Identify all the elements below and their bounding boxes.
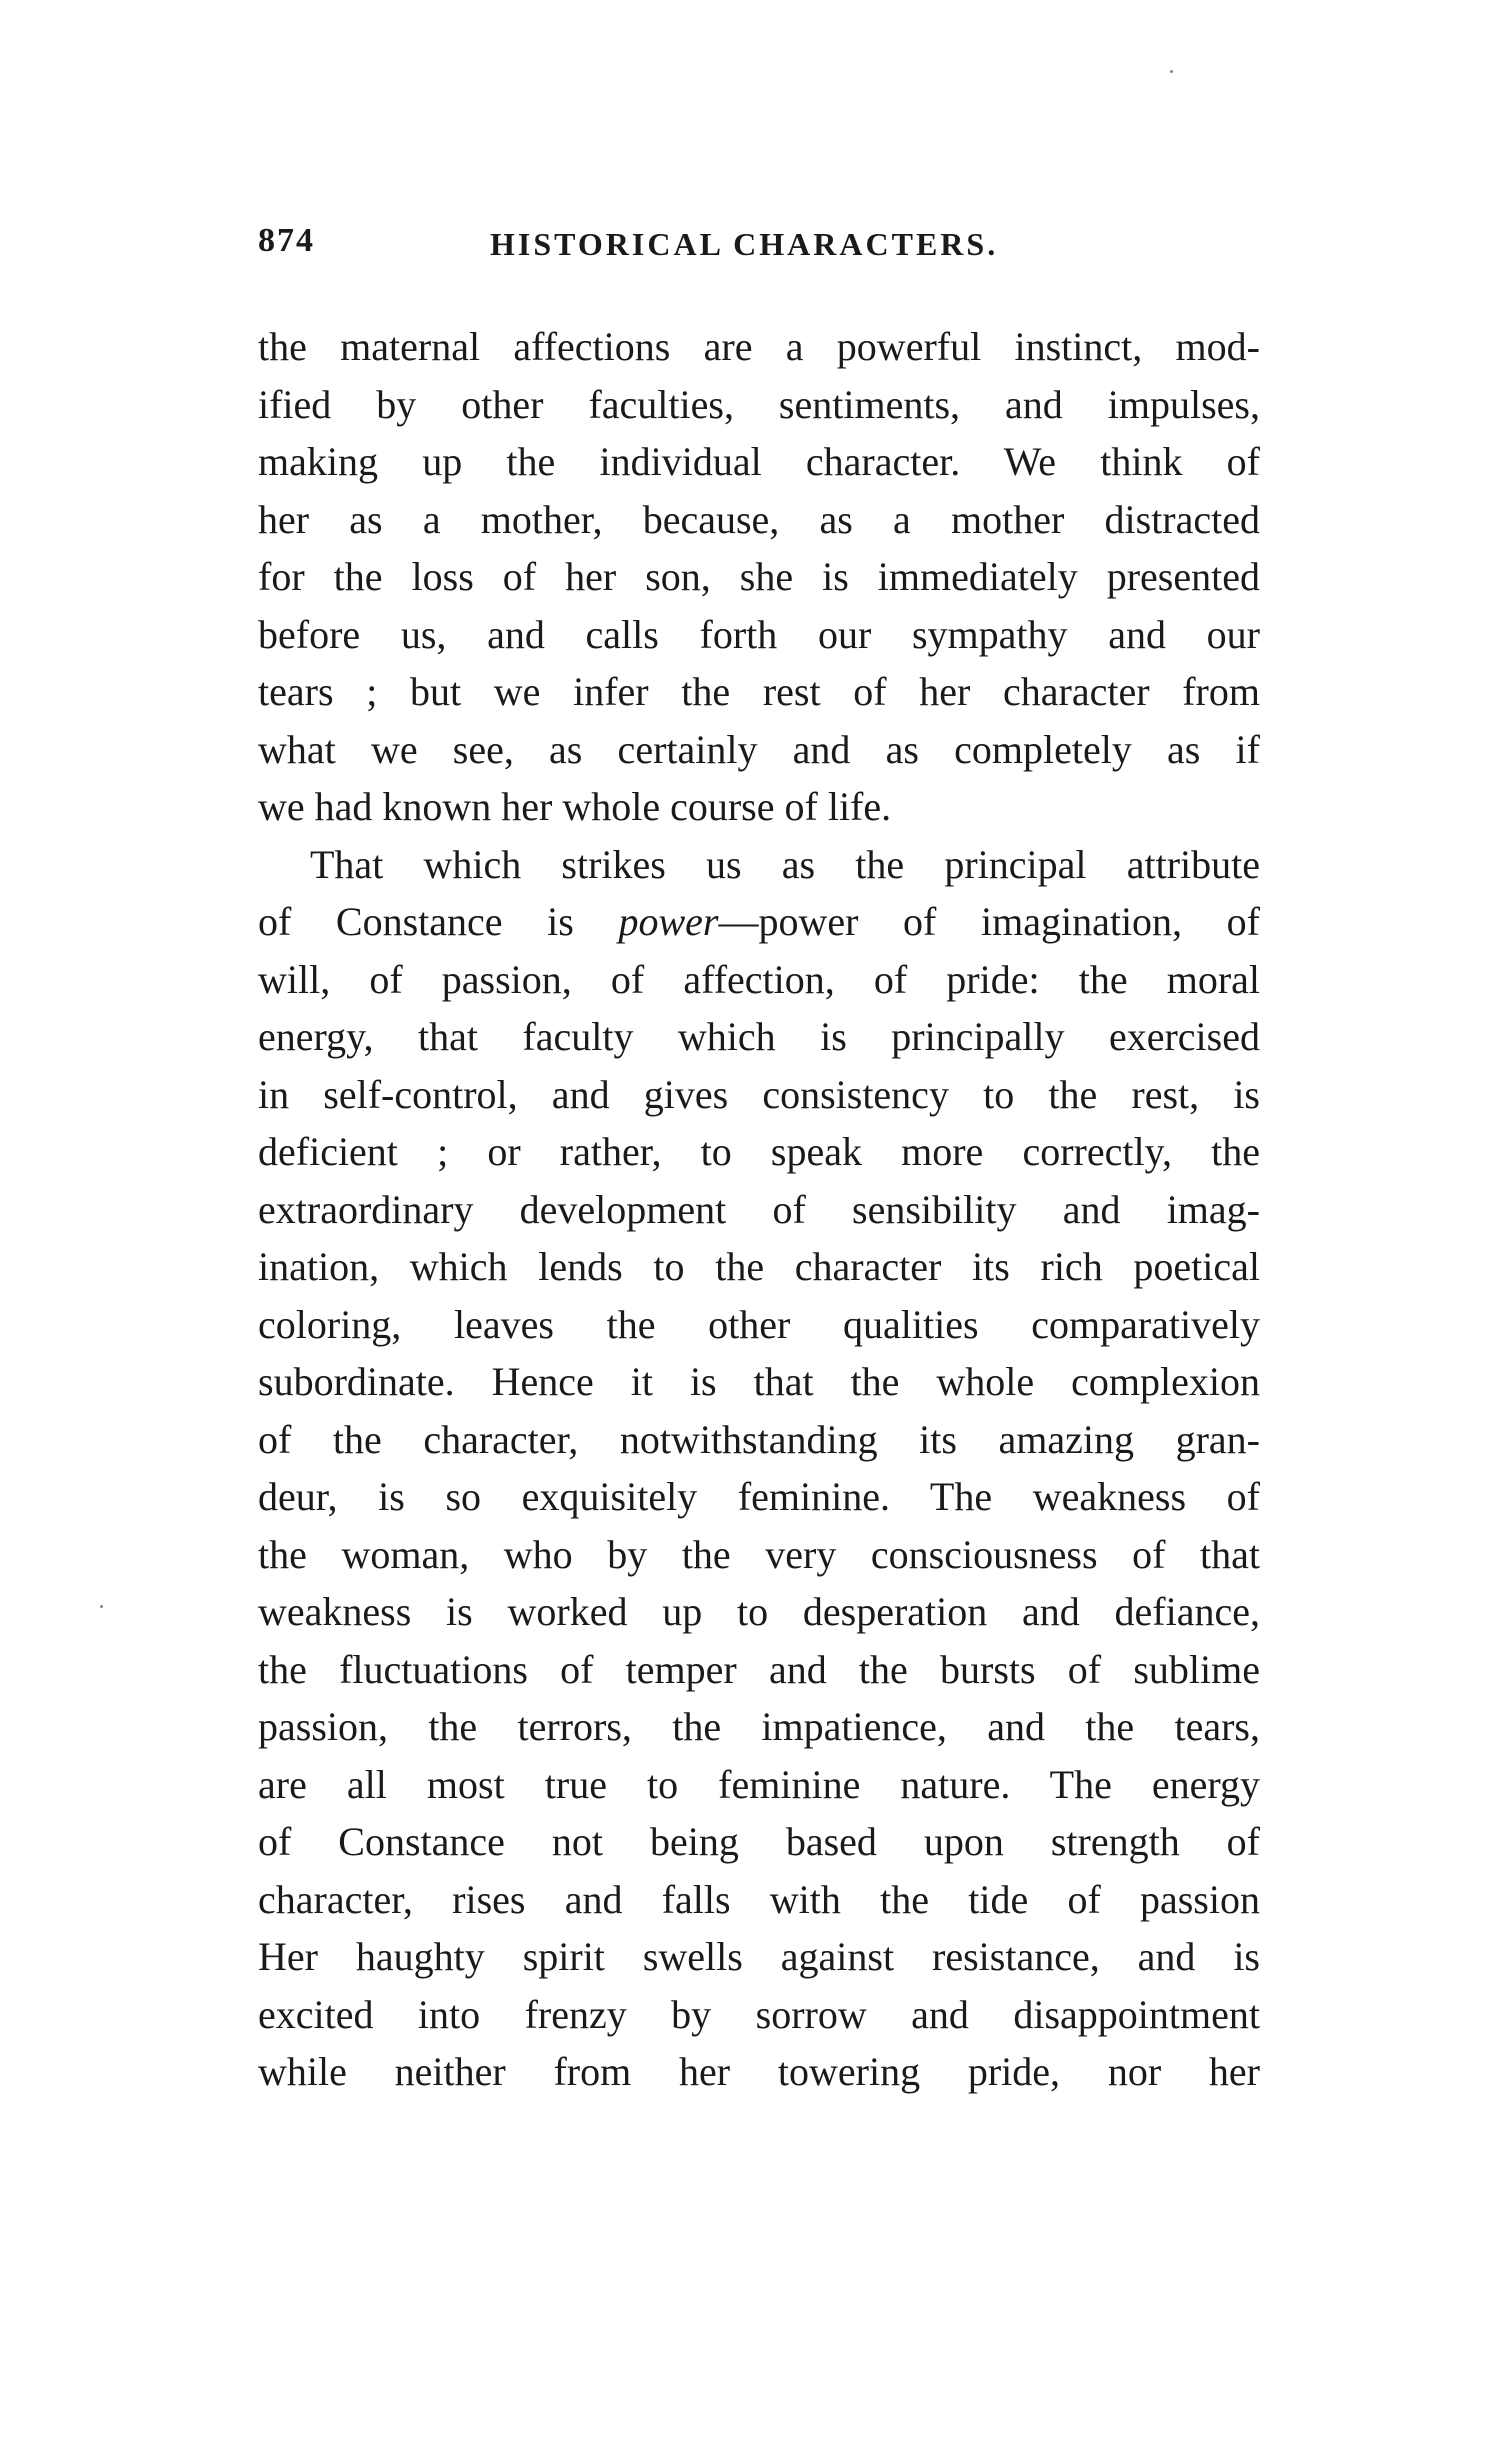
running-head: HISTORICAL CHARACTERS. [490, 226, 999, 262]
text-line: excited into frenzy by sorrow and disappointment [258, 1991, 1260, 2037]
text-line: in self-control, and gives consistency to the rest, is [258, 1071, 1260, 1117]
text-line: will, of passion, of affection, of pride: the moral [258, 956, 1260, 1002]
text-line: weakness is worked up to desperation and defiance, [258, 1589, 1260, 1634]
text-line: That which strikes us as the principal attribute [310, 841, 1260, 887]
text-line: of the character, notwithstanding its amazing gran- [258, 1416, 1260, 1462]
text-line: are all most true to feminine nature. The energy [258, 1761, 1260, 1807]
text-line: character, rises and falls with the tide of passion [258, 1876, 1260, 1922]
text-segment: of Constance is [258, 899, 619, 944]
text-line: what we see, as certainly and as completely as if [258, 726, 1260, 772]
italic-word: power [618, 899, 719, 944]
page-header [258, 222, 1258, 272]
text-line: subordinate. Hence it is that the whole complexion [258, 1359, 1260, 1404]
text-line: making up the individual character. We think of [258, 439, 1260, 484]
paper-speck [100, 1605, 103, 1608]
text-line: while neither from her towering pride, nor her [258, 2049, 1260, 2094]
text-line: before us, and calls forth our sympathy and our [258, 611, 1260, 657]
text-line: tears ; but we infer the rest of her character from [258, 669, 1260, 714]
text-line: her as a mother, because, as a mother distracted [258, 496, 1260, 542]
text-line: ified by other faculties, sentiments, and impulses, [258, 381, 1260, 427]
text-line-with-italic [258, 893, 1260, 951]
text-line: coloring, leaves the other qualities comparatively [258, 1301, 1260, 1347]
text-line: ination, which lends to the character its rich poetical [258, 1244, 1260, 1289]
text-line: extraordinary development of sensibility and imag- [258, 1186, 1260, 1232]
text-line: energy, that faculty which is principally exercised [258, 1014, 1260, 1059]
page-number: 874 [258, 222, 315, 259]
paper-speck [1170, 70, 1173, 73]
text-line: we had known her whole course of life. [258, 784, 892, 829]
text-line: the woman, who by the very consciousness of that [258, 1531, 1260, 1577]
text-line: passion, the terrors, the impatience, and the tears, [258, 1704, 1260, 1749]
text-line: Her haughty spirit swells against resistance, and is [258, 1934, 1260, 1979]
text-line: for the loss of her son, she is immediately presented [258, 554, 1260, 599]
text-line: of Constance not being based upon strength of [258, 1819, 1260, 1864]
body-text [258, 318, 1260, 2101]
text-line: deficient ; or rather, to speak more correctly, the [258, 1129, 1260, 1174]
text-segment: —power of imagination, of [718, 899, 1260, 944]
text-line: the maternal affections are a powerful instinct, mod- [258, 324, 1260, 369]
text-line: the fluctuations of temper and the bursts of sublime [258, 1646, 1260, 1692]
text-line: deur, is so exquisitely feminine. The weakness of [258, 1474, 1260, 1519]
